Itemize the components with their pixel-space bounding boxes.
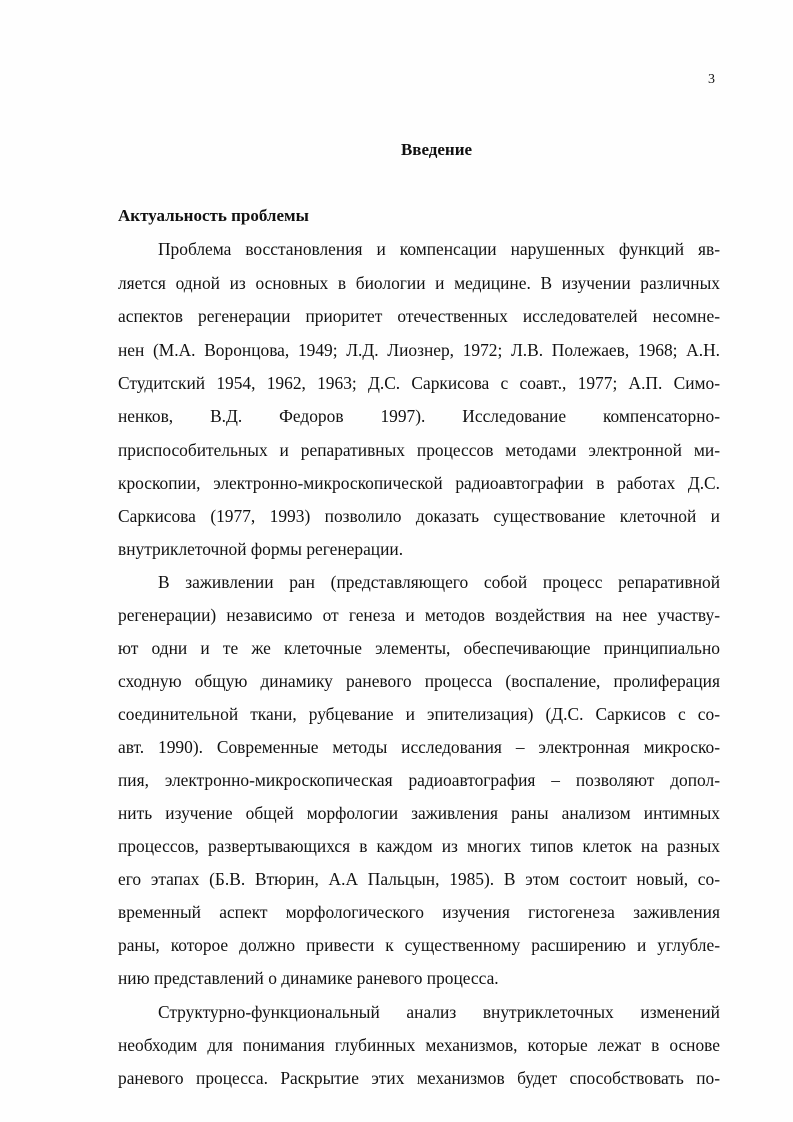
text-line: раневого процесса. Раскрытие этих механизмов будет способствовать по- — [118, 1068, 720, 1088]
text-line: необходим для понимания глубинных механизмов, которые лежат в основе — [118, 1035, 720, 1055]
text-line: раны, которое должно привести к существенному расширению и углубле- — [118, 935, 720, 955]
text-line: нить изучение общей морфологии заживления раны анализом интимных — [118, 803, 720, 823]
text-line: внутриклеточной формы регенерации. — [118, 539, 404, 559]
text-line: временный аспект морфологического изучения гистогенеза заживления — [118, 902, 720, 922]
text-line: ляется одной из основных в биологии и медицине. В изучении различных — [118, 273, 720, 293]
text-line: ненков, В.Д. Федоров 1997). Исследование компенсаторно- — [118, 406, 720, 426]
text-line: его этапах (Б.В. Втюрин, А.А Пальцын, 1985). В этом состоит новый, со- — [118, 869, 720, 889]
text-line: нен (М.А. Воронцова, 1949; Л.Д. Лиознер, 1972; Л.В. Полежаев, 1968; А.Н. — [118, 340, 720, 360]
text-line: кроскопии, электронно-микроскопической радиоавтографии в работах Д.С. — [118, 473, 720, 493]
text-line: соединительной ткани, рубцевание и эпителизация) (Д.С. Саркисов с со- — [118, 704, 720, 724]
text-line: сходную общую динамику раневого процесса (воспаление, пролиферация — [118, 671, 720, 691]
text-line: Проблема восстановления и компенсации нарушенных функций яв- — [158, 239, 720, 259]
text-line: Структурно-функциональный анализ внутриклеточных изменений — [158, 1002, 720, 1022]
text-line: ют одни и те же клеточные элементы, обеспечивающие принципиально — [118, 638, 720, 658]
text-line: приспособительных и репаративных процессов методами электронной ми- — [118, 440, 720, 460]
text-line: Студитский 1954, 1962, 1963; Д.С. Саркисова с соавт., 1977; А.П. Симо- — [118, 373, 720, 393]
text-line: Саркисова (1977, 1993) позволило доказать существование клеточной и — [118, 506, 720, 526]
text-line: процессов, развертывающихся в каждом из многих типов клеток на разных — [118, 836, 720, 856]
text-line: пия, электронно-микроскопическая радиоавтография – позволяют допол- — [118, 770, 720, 790]
section-title: Введение — [400, 140, 473, 159]
text-line: регенерации) независимо от генеза и методов воздействия на нее участву- — [118, 605, 720, 625]
page-number: 3 — [708, 72, 715, 87]
text-line: авт. 1990). Современные методы исследования – электронная микроско- — [118, 737, 720, 757]
text-line: В заживлении ран (представляющего собой процесс репаративной — [158, 572, 720, 592]
text-line: нию представлений о динамике раневого процесса. — [118, 968, 499, 988]
subsection-title: Актуальность проблемы — [118, 206, 309, 225]
text-line: аспектов регенерации приоритет отечественных исследователей несомне- — [118, 306, 720, 326]
